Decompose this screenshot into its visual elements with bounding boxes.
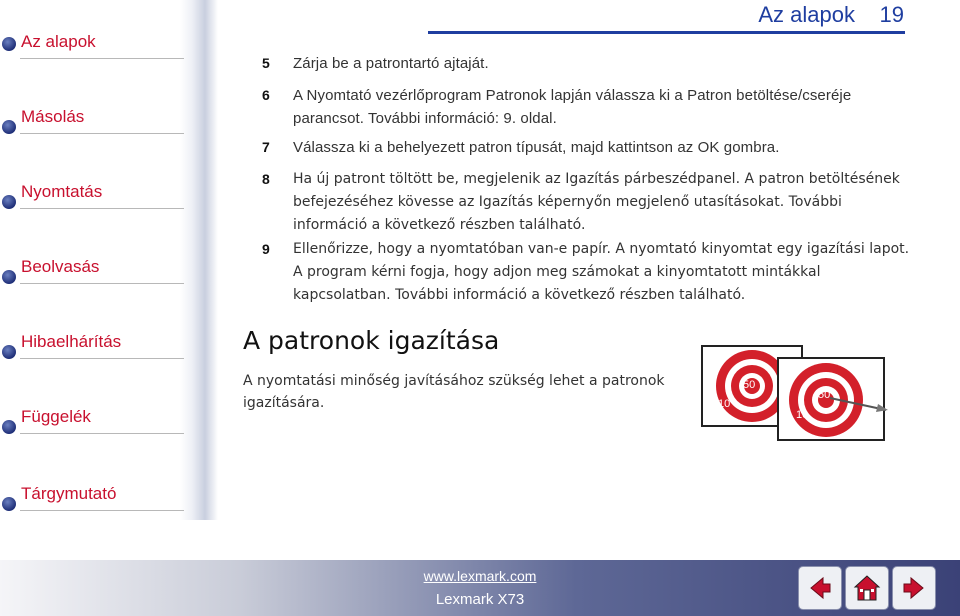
section-text: A nyomtatási minőség javításához szükség lehet a patronok igazítására. <box>243 373 665 411</box>
sidebar <box>0 0 218 520</box>
divider <box>20 358 184 359</box>
target-right <box>789 363 863 437</box>
step-5 <box>262 52 912 75</box>
sidebar-item-label: Tárgymutató <box>21 484 117 503</box>
section-title: A patronok igazítása <box>243 326 500 355</box>
sidebar-item-label: Nyomtatás <box>21 182 103 201</box>
step-number: 5 <box>262 55 270 71</box>
back-arrow-icon <box>807 575 833 601</box>
bullet-icon <box>2 37 16 51</box>
step-number: 9 <box>262 241 270 257</box>
divider <box>20 510 184 511</box>
bullet-icon <box>2 195 16 209</box>
home-button[interactable] <box>845 566 889 610</box>
sidebar-item-az-alapok[interactable] <box>20 32 188 59</box>
target-left-label-10: 10 <box>718 398 731 410</box>
sidebar-item-targymutato[interactable] <box>20 484 188 511</box>
step-text: Ha új patront töltött be, megjelenik az Igazítás párbeszédpanel. A patron betöltésének befejezéséhez kövesse az Igazítás képernyőn megjelenő utasításokat. További információ a következő részben található. <box>293 171 900 233</box>
step-number: 7 <box>262 139 270 155</box>
forward-arrow-icon <box>901 575 927 601</box>
bullet-icon <box>2 497 16 511</box>
bullet-icon <box>2 120 16 134</box>
sidebar-item-label: Az alapok <box>21 32 96 51</box>
sidebar-item-label: Függelék <box>21 407 91 426</box>
sidebar-item-label: Hibaelhárítás <box>21 332 122 351</box>
step-9 <box>262 238 912 307</box>
step-text: A Nyomtató vezérlőprogram Patronok lapján válassza ki a Patron betöltése/cseréje parancsot. További információ: 9. oldal. <box>293 87 852 127</box>
bullet-icon <box>2 270 16 284</box>
sidebar-item-beolvasas[interactable] <box>20 257 188 284</box>
target-right-label-50: 50 <box>818 389 831 401</box>
target-left-label-50: 50 <box>743 379 756 391</box>
divider <box>20 58 184 59</box>
step-number: 6 <box>262 87 270 103</box>
sidebar-item-masolas[interactable] <box>20 107 188 134</box>
step-text: Válassza ki a behelyezett patron típusát, majd kattintson az OK gombra. <box>293 139 780 156</box>
sidebar-item-fuggelek[interactable] <box>20 407 188 434</box>
alignment-targets-illustration <box>700 344 890 444</box>
divider <box>20 283 184 284</box>
product-name: Lexmark X73 <box>435 591 525 608</box>
page-number: 19 <box>879 2 904 27</box>
step-8 <box>262 168 912 237</box>
home-icon <box>852 573 882 603</box>
step-7 <box>262 136 912 159</box>
step-6 <box>262 84 912 130</box>
sidebar-item-label: Beolvasás <box>21 257 100 276</box>
sidebar-item-nyomtatas[interactable] <box>20 182 188 209</box>
divider <box>20 433 184 434</box>
header-rule <box>428 31 905 34</box>
target-right-label-10: 10 <box>796 409 809 421</box>
header-title: Az alapok <box>758 2 855 27</box>
step-number: 8 <box>262 171 270 187</box>
website-link[interactable]: www.lexmark.com <box>423 568 537 584</box>
step-text: Ellenőrizze, hogy a nyomtatóban van-e papír. A nyomtató kinyomtat egy igazítási lapot. A program kérni fogja, hogy adjon meg számokat a kinyomtatott mintákkal kapcsolatban. További információ a következő részben található. <box>293 241 910 303</box>
sidebar-item-hibaelharitas[interactable] <box>20 332 188 359</box>
back-button[interactable] <box>798 566 842 610</box>
step-text: Zárja be a patrontartó ajtaját. <box>293 55 489 72</box>
forward-button[interactable] <box>892 566 936 610</box>
bullet-icon <box>2 345 16 359</box>
sidebar-item-label: Másolás <box>21 107 85 126</box>
divider <box>20 133 184 134</box>
bullet-icon <box>2 420 16 434</box>
divider <box>20 208 184 209</box>
